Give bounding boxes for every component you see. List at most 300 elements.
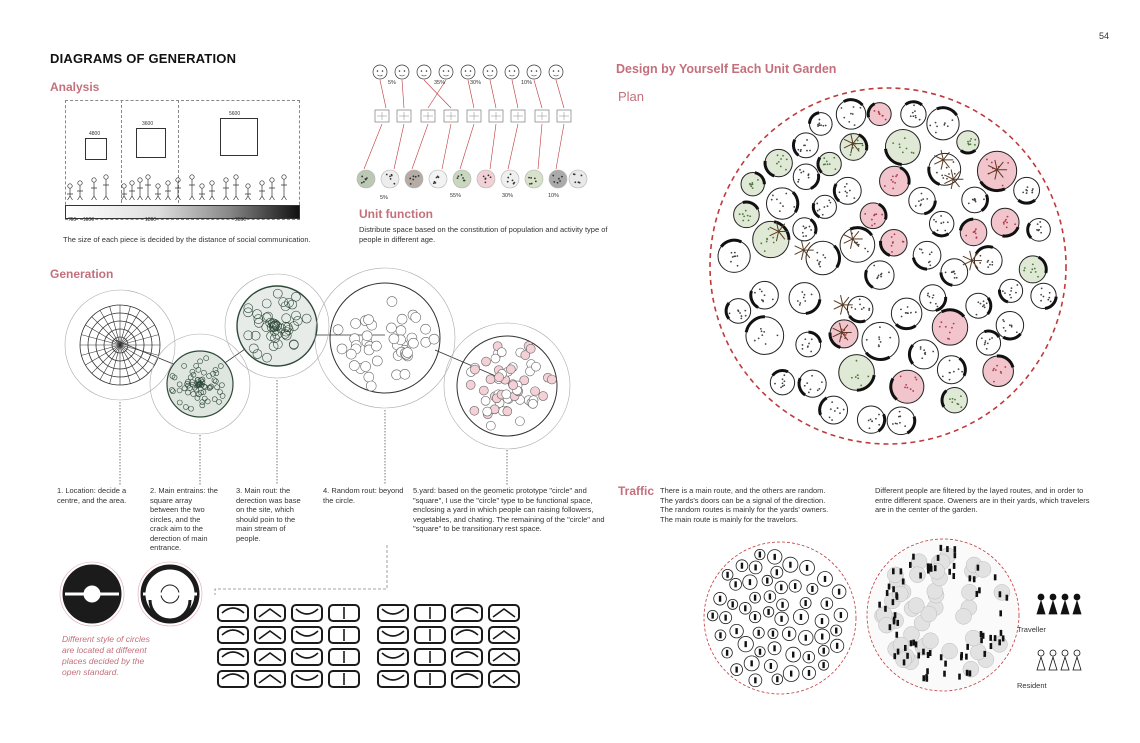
- step-1-circle: [65, 290, 175, 400]
- resident-yard: [749, 611, 760, 622]
- resident-yard: [762, 575, 772, 585]
- traveller-figure: [966, 670, 969, 676]
- circles-caption: Different style of circles are located at different places decided by the open standard.: [62, 634, 150, 677]
- unit-garden: [891, 298, 921, 328]
- traveller-figure: [910, 640, 913, 646]
- traveller-figure: [900, 568, 903, 574]
- door-pattern-cell: [415, 671, 445, 687]
- unit-garden-circle: [569, 170, 587, 188]
- resident-yard: [783, 557, 798, 572]
- traffic-resident-diagram: [700, 538, 860, 698]
- unit-garden: [887, 407, 915, 435]
- traveller-figure: [896, 594, 899, 600]
- unit-function-heading: Unit function: [359, 207, 433, 221]
- door-pattern-cell: [255, 627, 285, 643]
- circle-style: [138, 562, 202, 626]
- traveller-figure: [954, 552, 957, 558]
- unit-garden: [857, 406, 884, 433]
- resident-yard: [755, 549, 765, 559]
- resident-yard: [730, 624, 744, 638]
- percent-label: 10%: [548, 193, 560, 199]
- unit-garden: [799, 370, 826, 397]
- traveller-figure: [978, 587, 981, 593]
- unit-garden: [937, 356, 965, 384]
- person-figure: [259, 181, 265, 200]
- yard-shape: [909, 567, 925, 583]
- traveller-figure: [983, 651, 986, 657]
- resident-yard: [815, 629, 830, 644]
- door-pattern-cell: [218, 605, 248, 621]
- traveller-figure: [953, 563, 956, 569]
- person-figure: [155, 184, 161, 200]
- unit-garden: [976, 331, 1000, 355]
- traveller-figure: [1000, 630, 1003, 636]
- door-pattern-cell: [218, 671, 248, 687]
- person-figure: [1061, 594, 1069, 614]
- percent-label: 35%: [434, 80, 446, 86]
- unit-garden: [793, 218, 816, 241]
- traveller-figure: [969, 670, 972, 676]
- resident-yard: [715, 630, 726, 641]
- unit-garden: [941, 259, 968, 286]
- traveller-figure: [994, 635, 997, 641]
- resident-yard: [755, 647, 765, 657]
- person-figure: [1049, 594, 1057, 614]
- traveller-figure: [960, 654, 963, 660]
- unit-garden: [818, 152, 841, 175]
- resident-yard: [802, 666, 815, 679]
- resident-yard: [730, 578, 742, 590]
- resident-yard: [775, 581, 787, 593]
- face-icon: [417, 65, 431, 79]
- door-pattern-cell: [255, 671, 285, 687]
- traveller-figure: [892, 599, 895, 605]
- step-4-text: 4. Random rout: beyond the circle.: [323, 486, 404, 505]
- percent-label: 30%: [502, 193, 514, 199]
- person-figure: [1049, 650, 1057, 670]
- step-2-text: 2. Main entrains: the square array between the two circles, and the crack aim to the derection of main entrance.: [150, 486, 218, 552]
- traveller-figure: [906, 653, 909, 659]
- traveller-figure: [940, 545, 943, 551]
- dim-label: 4800: [89, 131, 101, 137]
- door-pattern-cell: [218, 649, 248, 665]
- unit-garden: [734, 202, 760, 228]
- circle-style: [60, 562, 124, 626]
- unit-garden: [806, 241, 839, 274]
- unit-garden: [820, 396, 848, 424]
- person-figure: [165, 181, 171, 200]
- traveller-figure: [892, 568, 895, 574]
- face-icon: [395, 65, 409, 79]
- resident-yard: [764, 591, 776, 603]
- face-icon: [373, 65, 387, 79]
- resident-yard: [819, 660, 829, 670]
- door-pattern-cell: [489, 627, 519, 643]
- person-figure: [269, 178, 275, 200]
- traveller-figure: [896, 620, 899, 626]
- door-pattern-cell: [329, 627, 359, 643]
- resident-yard: [800, 598, 811, 609]
- door-pattern-cell: [415, 627, 445, 643]
- door-pattern-cell: [378, 649, 408, 665]
- door-pattern-cell: [452, 627, 482, 643]
- resident-yard: [763, 607, 773, 617]
- traveller-figure: [915, 641, 918, 647]
- resident-yard: [831, 625, 842, 636]
- traveller-figure: [943, 671, 946, 677]
- generation-heading: Generation: [50, 267, 114, 281]
- percent-label: 30%: [470, 80, 482, 86]
- dim-label: 5600: [229, 111, 241, 117]
- face-icon: [527, 65, 541, 79]
- resident-yard: [738, 636, 753, 651]
- unit-garden: [839, 355, 875, 391]
- traveller-figure: [976, 591, 979, 597]
- unit-function-desc: Distribute space based on the constitution of population and activity type of people in different age.: [359, 225, 608, 244]
- unit-garden: [766, 188, 797, 219]
- door-pattern-cell: [292, 627, 322, 643]
- resident-yard: [768, 550, 782, 564]
- unit-garden: [881, 229, 908, 256]
- traveller-figure: [937, 555, 940, 561]
- person-figure: [175, 178, 181, 200]
- unit-garden: [840, 134, 867, 161]
- unit-garden: [909, 187, 936, 214]
- person-figure: [281, 175, 287, 200]
- step-3-text: 3. Main rout: the derection was base on the site, which should poin to the main stream of people.: [236, 486, 301, 543]
- traveller-figure: [998, 639, 1001, 645]
- door-pattern-cell: [489, 605, 519, 621]
- traveller-figure: [922, 649, 925, 655]
- unit-garden: [741, 172, 764, 195]
- unit-garden: [932, 310, 967, 345]
- door-pattern-cell: [329, 649, 359, 665]
- step-4-circle: [315, 268, 455, 408]
- person-figure: [121, 184, 127, 200]
- step-1-text: 1. Location: decide a centre, and the area.: [57, 486, 127, 505]
- door-pattern-cell: [329, 605, 359, 621]
- face-icon: [483, 65, 497, 79]
- unit-garden: [718, 240, 750, 272]
- unit-garden: [880, 166, 910, 196]
- unit-garden: [909, 340, 938, 369]
- person-figure: [1073, 594, 1081, 614]
- unit-garden: [960, 219, 987, 246]
- traveller-figure: [926, 676, 929, 682]
- door-pattern-cell: [378, 605, 408, 621]
- resident-yard: [749, 561, 762, 574]
- person-figure: [223, 178, 229, 200]
- traveller-figure: [926, 668, 929, 674]
- traveller-figure: [966, 644, 969, 650]
- traveller-figure: [889, 624, 892, 630]
- door-pattern-cell: [452, 649, 482, 665]
- door-pattern-cell: [218, 627, 248, 643]
- unit-garden: [920, 285, 946, 311]
- traveller-figure: [888, 584, 891, 590]
- percent-label: 55%: [450, 193, 462, 199]
- person-figure: [199, 184, 205, 200]
- analysis-caption: The size of each piece is decided by the distance of social communication.: [63, 235, 311, 244]
- door-pattern-grid-right: [378, 605, 528, 693]
- face-icon: [505, 65, 519, 79]
- unit-garden-circle: [357, 170, 375, 188]
- step-5-text: 5.yard: based on the geometic prototype "circle" and "square", I use the "circle" type to be functional space, enclosing a yard in which people can raising followers, vegetables, and chating. The remaining of the "circle" and "square" to be transitionary rest space.: [413, 486, 605, 533]
- traveller-figure: [977, 565, 980, 571]
- unit-garden: [813, 195, 836, 218]
- yard-shape: [965, 630, 981, 646]
- resident-yard: [753, 627, 764, 638]
- door-pattern-grid-left: [218, 605, 368, 693]
- unit-garden: [1028, 218, 1051, 241]
- garden-plan: [705, 82, 1071, 450]
- traveller-figure: [878, 602, 881, 608]
- resident-yard: [728, 599, 738, 609]
- traveller-figure: [973, 576, 976, 582]
- unit-garden: [830, 320, 858, 348]
- resident-yard: [739, 602, 751, 614]
- unit-garden: [929, 211, 953, 235]
- unit-garden: [913, 241, 941, 269]
- page-number: 54: [1099, 31, 1110, 41]
- resident-yard: [815, 614, 829, 628]
- circle-style-examples: [60, 560, 210, 630]
- traffic-text-2: Different people are filtered by the layed routes, and in order to entre different space. Oweners are in their yards, which travelers are in the center of the garden.: [875, 486, 1090, 514]
- traveller-figure: [927, 563, 930, 569]
- unit-garden: [793, 133, 818, 158]
- unit-garden-circle: [549, 170, 567, 188]
- unit-garden: [966, 293, 991, 318]
- resident-yard: [783, 666, 799, 682]
- unit-garden: [862, 322, 899, 359]
- resident-yard: [771, 566, 783, 578]
- unit-garden: [983, 356, 1014, 387]
- traveller-figure: [948, 569, 951, 575]
- person-figure: [103, 175, 109, 200]
- person-figure: [91, 178, 97, 200]
- yard-shape: [922, 633, 938, 649]
- traveller-figure: [909, 562, 912, 568]
- page-title: DIAGRAMS OF GENERATION: [50, 51, 237, 66]
- traveller-figure: [934, 565, 937, 571]
- yard-shape: [961, 584, 977, 600]
- unit-garden: [927, 108, 959, 140]
- unit-garden: [726, 299, 751, 324]
- traveller-figure: [989, 635, 992, 641]
- door-pattern-cell: [415, 605, 445, 621]
- percent-label: 10%: [521, 80, 533, 86]
- unit-garden: [789, 283, 820, 314]
- person-figure: [129, 181, 135, 200]
- traveller-figure: [999, 591, 1002, 597]
- resident-figures: [1035, 648, 1085, 676]
- resident-yard: [818, 571, 833, 586]
- door-pattern-cell: [489, 649, 519, 665]
- analysis-heading: Analysis: [50, 80, 100, 94]
- traffic-text-1: There is a main route, and the others are random. The yards's doors can be a signal of the direction. The random routes is mainly for the yards' owners. The main route is mainly for the travelors.: [660, 486, 829, 524]
- resident-yard: [731, 664, 743, 676]
- legend-traveller: Traveller: [1017, 625, 1046, 634]
- traveller-figure: [927, 652, 930, 658]
- unit-garden: [860, 203, 886, 229]
- unit-garden: [999, 279, 1022, 302]
- step-5-circle: [444, 323, 570, 449]
- resident-yard: [831, 639, 844, 652]
- percent-label: 5%: [388, 80, 396, 86]
- unit-garden: [746, 317, 784, 355]
- traveller-figure: [990, 643, 993, 649]
- scale-labels: 750 1500 1800 2500: [68, 217, 247, 223]
- door-pattern-cell: [489, 671, 519, 687]
- traveller-figure: [929, 564, 932, 570]
- resident-yard: [818, 645, 829, 656]
- traveller-figure: [1006, 595, 1009, 601]
- resident-yard: [720, 612, 732, 624]
- people-silhouettes: [66, 170, 298, 200]
- traveller-figure: [912, 554, 915, 560]
- unit-garden: [1031, 283, 1056, 308]
- resident-yard: [707, 610, 718, 621]
- resident-yard: [772, 674, 783, 685]
- person-figure: [1061, 650, 1069, 670]
- traveller-figure: [917, 652, 920, 658]
- person-figure: [145, 175, 151, 200]
- resident-yard: [821, 598, 833, 610]
- traveller-figure: [944, 661, 947, 667]
- door-pattern-cell: [452, 671, 482, 687]
- unit-garden-circle: [501, 170, 519, 188]
- resident-yard: [714, 592, 727, 605]
- yard-shape: [878, 617, 894, 633]
- traveller-figure: [965, 654, 968, 660]
- unit-garden: [810, 113, 833, 136]
- design-heading: Design by Yourself Each Unit Garden: [616, 62, 837, 76]
- resident-yard: [799, 630, 814, 645]
- traveller-figures: [1035, 592, 1085, 620]
- resident-yard: [782, 627, 796, 641]
- door-pattern-cell: [255, 649, 285, 665]
- resident-yard: [736, 560, 748, 572]
- door-pattern-cell: [378, 627, 408, 643]
- traveller-figure: [969, 575, 972, 581]
- unit-garden: [793, 164, 818, 189]
- yard-shape: [956, 608, 972, 624]
- traveller-figure: [952, 573, 955, 579]
- small-square: [85, 138, 107, 160]
- unit-garden: [885, 130, 920, 165]
- unit-garden: [942, 388, 967, 413]
- door-pattern-cell: [292, 605, 322, 621]
- resident-yard: [750, 592, 761, 603]
- unit-garden: [753, 221, 789, 257]
- dashed-connector: [215, 545, 390, 595]
- unit-garden: [962, 187, 988, 213]
- resident-yard: [768, 629, 778, 639]
- resident-yard: [764, 659, 777, 672]
- yard-shape: [908, 598, 924, 614]
- resident-yard: [786, 647, 801, 662]
- person-figure: [245, 184, 251, 200]
- person-figure: [77, 181, 83, 200]
- traveller-figure: [922, 675, 925, 681]
- person-figure: [137, 178, 143, 200]
- percent-label: 5%: [380, 195, 388, 201]
- unit-garden: [868, 103, 891, 126]
- traveller-figure: [1002, 635, 1005, 641]
- yard-shape: [942, 643, 958, 659]
- traveller-figure: [904, 645, 907, 651]
- resident-yard: [744, 656, 759, 671]
- traveller-figure: [897, 649, 900, 655]
- door-pattern-cell: [452, 605, 482, 621]
- resident-yard: [777, 599, 789, 611]
- face-icon: [439, 65, 453, 79]
- unit-garden: [765, 149, 792, 176]
- resident-yard: [749, 674, 762, 687]
- traffic-heading: Traffic: [618, 484, 655, 498]
- traveller-figure: [886, 590, 889, 596]
- person-figure: [1037, 650, 1045, 670]
- unit-garden: [991, 208, 1019, 236]
- resident-yard: [834, 608, 848, 622]
- unit-garden: [796, 332, 821, 357]
- traveller-figure: [919, 573, 922, 579]
- unit-garden: [770, 371, 794, 395]
- traveller-figure: [999, 610, 1002, 616]
- resident-yard: [768, 642, 781, 655]
- traveller-figure: [958, 674, 961, 680]
- unit-garden: [1014, 177, 1040, 203]
- resident-yard: [807, 583, 818, 594]
- door-pattern-cell: [329, 671, 359, 687]
- resident-yard: [800, 560, 815, 575]
- resident-yard: [722, 648, 733, 659]
- traveller-figure: [895, 632, 898, 638]
- traffic-traveller-diagram: [868, 535, 1018, 695]
- resident-yard: [743, 575, 757, 589]
- traveller-figure: [893, 653, 896, 659]
- resident-yard: [793, 609, 808, 624]
- unit-garden: [1019, 256, 1046, 283]
- plan-label: Plan: [618, 89, 645, 104]
- unit-garden-circle: [453, 170, 471, 188]
- generation-diagram: [55, 280, 615, 480]
- unit-garden: [866, 261, 894, 289]
- unit-garden: [891, 370, 924, 403]
- face-icon: [549, 65, 563, 79]
- door-pattern-cell: [292, 671, 322, 687]
- step-3-circle: [225, 274, 329, 378]
- unit-garden: [901, 102, 926, 127]
- resident-yard: [789, 580, 801, 592]
- step-2-circle: [150, 334, 250, 434]
- dim-label: 3600: [142, 121, 154, 127]
- traveller-figure: [982, 633, 985, 639]
- door-pattern-cell: [378, 671, 408, 687]
- traveller-figure: [893, 618, 896, 624]
- unit-garden-circle: [405, 170, 423, 188]
- unit-garden: [996, 311, 1023, 338]
- unit-garden: [751, 281, 779, 309]
- medium-square: [136, 128, 166, 158]
- person-figure: [209, 181, 215, 200]
- large-square: [220, 118, 258, 156]
- unit-garden: [836, 100, 866, 130]
- traveller-figure: [902, 579, 905, 585]
- unit-garden-circle: [381, 170, 399, 188]
- unit-garden: [957, 131, 979, 153]
- person-figure: [1037, 594, 1045, 614]
